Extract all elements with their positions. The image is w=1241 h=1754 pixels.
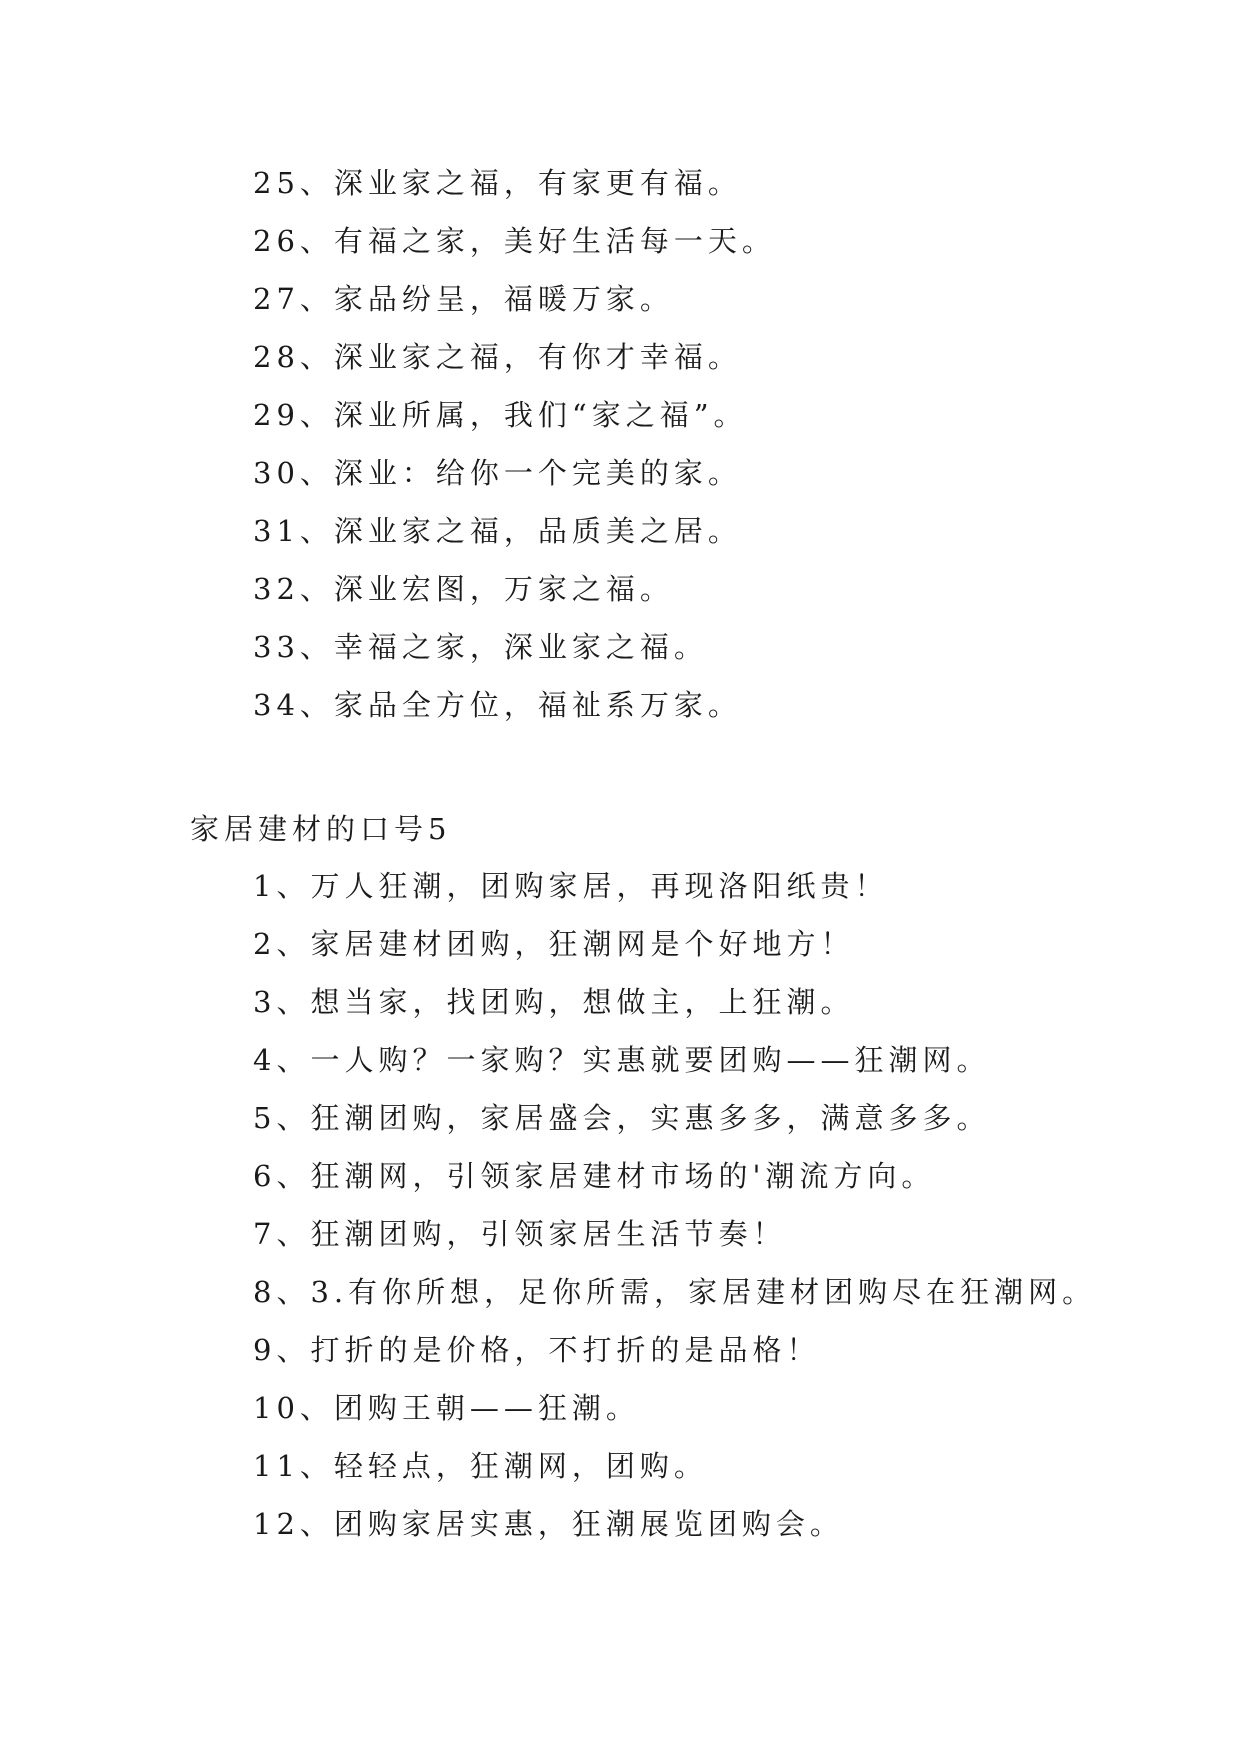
list-item: 4、一人购？一家购？实惠就要团购——狂潮网。 [253, 1043, 991, 1077]
list-item: 2、家居建材团购，狂潮网是个好地方！ [253, 927, 855, 961]
list-item: 29、深业所属，我们“家之福”。 [253, 398, 748, 432]
list-item: 33、幸福之家，深业家之福。 [253, 630, 708, 664]
slogan-list-b [253, 857, 1213, 1553]
list-item: 26、有福之家，美好生活每一天。 [253, 224, 776, 258]
list-item: 7、狂潮团购，引领家居生活节奏！ [253, 1217, 787, 1251]
list-item: 9、打折的是价格，不打折的是品格！ [253, 1333, 821, 1367]
list-item: 30、深业：给你一个完美的家。 [253, 456, 742, 490]
list-item: 34、家品全方位，福祉系万家。 [253, 688, 742, 722]
list-item: 11、轻轻点，狂潮网，团购。 [253, 1449, 708, 1483]
list-item: 6、狂潮网，引领家居建材市场的'潮流方向。 [253, 1159, 936, 1193]
list-item: 28、深业家之福，有你才幸福。 [253, 340, 742, 374]
list-item: 5、狂潮团购，家居盛会，实惠多多，满意多多。 [253, 1101, 991, 1135]
list-item: 10、团购王朝——狂潮。 [253, 1391, 640, 1425]
list-item: 31、深业家之福，品质美之居。 [253, 514, 742, 548]
section-heading: 家居建材的口号5 [190, 812, 452, 846]
list-item: 3、想当家，找团购，想做主，上狂潮。 [253, 985, 855, 1019]
list-item: 32、深业宏图，万家之福。 [253, 572, 674, 606]
list-item: 8、3.有你所想，足你所需，家居建材团购尽在狂潮网。 [253, 1275, 1097, 1309]
list-item: 12、团购家居实惠，狂潮展览团购会。 [253, 1507, 844, 1541]
list-item: 1、万人狂潮，团购家居，再现洛阳纸贵！ [253, 869, 889, 903]
list-item: 25、深业家之福，有家更有福。 [253, 166, 742, 200]
list-item: 27、家品纷呈，福暖万家。 [253, 282, 674, 316]
slogan-list-a [253, 154, 1213, 734]
